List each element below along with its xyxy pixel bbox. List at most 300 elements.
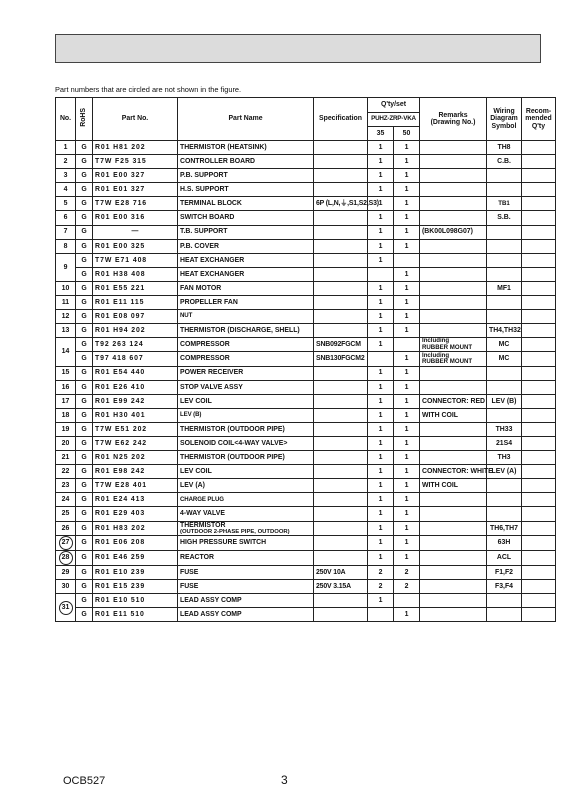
- part-name: LEV COIL: [178, 394, 314, 408]
- wiring-symbol: MC: [487, 338, 522, 352]
- table-row: [56, 394, 556, 408]
- remarks: [420, 338, 487, 352]
- qty-50: [394, 253, 420, 267]
- remarks-line: Including: [422, 351, 450, 359]
- part-number: R01 E98 242: [93, 465, 178, 479]
- recommended-qty: [522, 324, 556, 338]
- qty-50: 1: [394, 521, 420, 535]
- part-number: T97 418 607: [93, 352, 178, 366]
- rohs-cell: G: [76, 493, 93, 507]
- qty-35: 1: [368, 380, 394, 394]
- remarks: [420, 521, 487, 535]
- rohs-cell: G: [76, 550, 93, 565]
- rohs-cell: G: [76, 253, 93, 267]
- wiring-symbol: 63H: [487, 535, 522, 550]
- remarks: [420, 267, 487, 281]
- part-name: TERMINAL BLOCK: [178, 197, 314, 211]
- qty-50: 1: [394, 310, 420, 324]
- rohs-cell: G: [76, 281, 93, 295]
- header-wiring-symbol: Wiring Diagram Symbol: [487, 98, 522, 141]
- remarks: WITH COIL: [420, 479, 487, 493]
- qty-35: 1: [368, 479, 394, 493]
- wiring-symbol: [487, 296, 522, 310]
- row-number: 11: [56, 296, 76, 310]
- specification: [314, 507, 368, 521]
- wiring-symbol: MF1: [487, 281, 522, 295]
- remarks: [420, 565, 487, 579]
- table-row: [56, 310, 556, 324]
- part-name: LEAD ASSY COMP: [178, 608, 314, 622]
- part-number: R01 E06 208: [93, 535, 178, 550]
- wiring-symbol: [487, 183, 522, 197]
- remarks: [420, 211, 487, 225]
- row-number: 1: [56, 141, 76, 155]
- specification: [314, 239, 368, 253]
- part-name: SWITCH BOARD: [178, 211, 314, 225]
- specification: [314, 422, 368, 436]
- remarks: [420, 580, 487, 594]
- qty-35: 1: [368, 183, 394, 197]
- rohs-cell: G: [76, 451, 93, 465]
- wiring-symbol: TH33: [487, 422, 522, 436]
- header-rohs: RoHS: [76, 98, 93, 141]
- qty-35: 1: [368, 451, 394, 465]
- wiring-symbol: [487, 253, 522, 267]
- wiring-symbol: TH8: [487, 141, 522, 155]
- specification: [314, 141, 368, 155]
- specification: [314, 281, 368, 295]
- specification: [314, 394, 368, 408]
- qty-50: 1: [394, 451, 420, 465]
- row-number: 26: [56, 521, 76, 535]
- part-number: R01 N25 202: [93, 451, 178, 465]
- qty-35: 1: [368, 493, 394, 507]
- remarks-line: Including: [422, 337, 450, 345]
- specification: [314, 479, 368, 493]
- qty-35: 1: [368, 436, 394, 450]
- part-name: SOLENOID COIL<4-WAY VALVE>: [178, 436, 314, 450]
- rohs-cell: G: [76, 507, 93, 521]
- row-number: 23: [56, 479, 76, 493]
- table-row: [56, 225, 556, 239]
- table-row: [56, 324, 556, 338]
- specification: [314, 493, 368, 507]
- recommended-qty: [522, 267, 556, 281]
- wiring-symbol: TH6,TH7: [487, 521, 522, 535]
- qty-35: 1: [368, 211, 394, 225]
- recommended-qty: [522, 451, 556, 465]
- part-name-detail: (OUTDOOR 2-PHASE PIPE, OUTDOOR): [180, 528, 290, 535]
- part-name: REACTOR: [178, 550, 314, 565]
- part-number: T7W F25 315: [93, 155, 178, 169]
- rohs-cell: G: [76, 211, 93, 225]
- wiring-symbol: LEV (A): [487, 465, 522, 479]
- row-number: 14: [56, 338, 76, 366]
- remarks: [420, 239, 487, 253]
- table-row: [56, 493, 556, 507]
- table-row: [56, 197, 556, 211]
- header-model: PUHZ-ZRP-VKA: [368, 113, 420, 127]
- specification: [314, 451, 368, 465]
- qty-50: 2: [394, 565, 420, 579]
- qty-35: 1: [368, 366, 394, 380]
- recommended-qty: [522, 296, 556, 310]
- specification: [314, 550, 368, 565]
- table-row: [56, 507, 556, 521]
- recommended-qty: [522, 155, 556, 169]
- table-row: [56, 436, 556, 450]
- circled-number: 27: [59, 536, 73, 550]
- table-row: [56, 338, 556, 352]
- circled-parts-note: Part numbers that are circled are not shown in the figure.: [55, 85, 242, 94]
- specification: [314, 267, 368, 281]
- qty-50: 1: [394, 608, 420, 622]
- table-row: [56, 408, 556, 422]
- rohs-cell: G: [76, 465, 93, 479]
- part-name: COMPRESSOR: [178, 352, 314, 366]
- part-number: T7W E51 202: [93, 422, 178, 436]
- qty-35: 1: [368, 253, 394, 267]
- remarks-line: RUBBER MOUNT: [422, 343, 473, 351]
- wiring-symbol: TH3: [487, 451, 522, 465]
- row-number: 20: [56, 436, 76, 450]
- wiring-symbol: ACL: [487, 550, 522, 565]
- part-number: R01 E11 510: [93, 608, 178, 622]
- circled-number: 31: [59, 601, 73, 615]
- remarks: [420, 550, 487, 565]
- recommended-qty: [522, 608, 556, 622]
- part-name: THERMISTOR (DISCHARGE, SHELL): [178, 324, 314, 338]
- qty-35: 1: [368, 422, 394, 436]
- part-number: R01 E00 316: [93, 211, 178, 225]
- recommended-qty: [522, 521, 556, 535]
- qty-35: [368, 267, 394, 281]
- qty-50: 1: [394, 366, 420, 380]
- specification: [314, 608, 368, 622]
- rohs-cell: G: [76, 239, 93, 253]
- wiring-symbol: [487, 594, 522, 608]
- row-number: 16: [56, 380, 76, 394]
- table-row: [56, 281, 556, 295]
- qty-35: 2: [368, 580, 394, 594]
- qty-35: 1: [368, 408, 394, 422]
- row-number: [56, 535, 76, 550]
- table-row: [56, 465, 556, 479]
- rohs-cell: G: [76, 535, 93, 550]
- qty-50: 1: [394, 155, 420, 169]
- part-name: HEAT EXCHANGER: [178, 253, 314, 267]
- recommended-qty: [522, 197, 556, 211]
- part-name: LEV (B): [178, 408, 314, 422]
- rohs-cell: G: [76, 594, 93, 608]
- header-specification: Specification: [314, 98, 368, 141]
- header-recommended-qty: Recom- mended Q'ty: [522, 98, 556, 141]
- remarks: [420, 197, 487, 211]
- part-name: THERMISTOR (HEATSINK): [178, 141, 314, 155]
- qty-50: 1: [394, 239, 420, 253]
- qty-35: 1: [368, 535, 394, 550]
- specification: [314, 155, 368, 169]
- recommended-qty: [522, 183, 556, 197]
- row-number: 19: [56, 422, 76, 436]
- row-number: 29: [56, 565, 76, 579]
- qty-50: 1: [394, 281, 420, 295]
- part-name: THERMISTOR (OUTDOOR PIPE): [178, 422, 314, 436]
- qty-50: 1: [394, 436, 420, 450]
- table-row: [56, 380, 556, 394]
- rohs-cell: G: [76, 580, 93, 594]
- part-name: H.S. SUPPORT: [178, 183, 314, 197]
- recommended-qty: [522, 253, 556, 267]
- remarks: WITH COIL: [420, 408, 487, 422]
- rohs-cell: G: [76, 380, 93, 394]
- part-name: LEV (A): [178, 479, 314, 493]
- remarks: [420, 296, 487, 310]
- part-number: R01 E10 239: [93, 565, 178, 579]
- row-number: 8: [56, 239, 76, 253]
- specification: [314, 183, 368, 197]
- qty-35: 1: [368, 225, 394, 239]
- qty-35: 1: [368, 338, 394, 352]
- wiring-symbol: S.B.: [487, 211, 522, 225]
- wiring-symbol: [487, 225, 522, 239]
- recommended-qty: [522, 436, 556, 450]
- specification: SNB130FGCM2: [314, 352, 368, 366]
- rohs-cell: G: [76, 225, 93, 239]
- qty-35: 1: [368, 296, 394, 310]
- wiring-symbol: [487, 380, 522, 394]
- part-number: R01 E15 239: [93, 580, 178, 594]
- row-number: 21: [56, 451, 76, 465]
- recommended-qty: [522, 211, 556, 225]
- recommended-qty: [522, 380, 556, 394]
- rohs-cell: G: [76, 565, 93, 579]
- part-name: P.B. COVER: [178, 239, 314, 253]
- recommended-qty: [522, 594, 556, 608]
- table-row: [56, 366, 556, 380]
- remarks: [420, 436, 487, 450]
- recommended-qty: [522, 580, 556, 594]
- table-row: [56, 169, 556, 183]
- part-number: T7W E28 401: [93, 479, 178, 493]
- remarks: [420, 155, 487, 169]
- part-name: [178, 521, 314, 535]
- specification: SNB092FGCM: [314, 338, 368, 352]
- specification: [314, 253, 368, 267]
- part-name: CONTROLLER BOARD: [178, 155, 314, 169]
- remarks: [420, 608, 487, 622]
- row-number: 22: [56, 465, 76, 479]
- remarks: [420, 535, 487, 550]
- table-row: [56, 479, 556, 493]
- recommended-qty: [522, 141, 556, 155]
- recommended-qty: [522, 394, 556, 408]
- part-name: 4-WAY VALVE: [178, 507, 314, 521]
- part-name: LEAD ASSY COMP: [178, 594, 314, 608]
- specification: [314, 225, 368, 239]
- wiring-symbol: [487, 608, 522, 622]
- wiring-symbol: [487, 493, 522, 507]
- specification: 250V 10A: [314, 565, 368, 579]
- part-number: R01 E01 327: [93, 183, 178, 197]
- row-number: 17: [56, 394, 76, 408]
- specification: [314, 324, 368, 338]
- qty-50: 2: [394, 580, 420, 594]
- table-row: [56, 521, 556, 535]
- qty-35: 1: [368, 169, 394, 183]
- remarks: [420, 169, 487, 183]
- remarks-line: RUBBER MOUNT: [422, 357, 473, 365]
- rohs-cell: G: [76, 436, 93, 450]
- header-part-no: Part No.: [93, 98, 178, 141]
- remarks: (BK00L098G07): [420, 225, 487, 239]
- header-qty-per-set: Q'ty/set: [368, 98, 420, 113]
- header-remarks: Remarks (Drawing No.): [420, 98, 487, 141]
- row-number: 12: [56, 310, 76, 324]
- qty-35: 1: [368, 594, 394, 608]
- wiring-symbol: TB1: [487, 197, 522, 211]
- recommended-qty: [522, 535, 556, 550]
- part-name: HIGH PRESSURE SWITCH: [178, 535, 314, 550]
- table-row: [56, 608, 556, 622]
- qty-35: 1: [368, 521, 394, 535]
- part-name: FUSE: [178, 565, 314, 579]
- qty-50: 1: [394, 352, 420, 366]
- part-name: P.B. SUPPORT: [178, 169, 314, 183]
- qty-50: 1: [394, 211, 420, 225]
- specification: [314, 408, 368, 422]
- remarks: [420, 352, 487, 366]
- qty-50: 1: [394, 380, 420, 394]
- row-number: 10: [56, 281, 76, 295]
- recommended-qty: [522, 225, 556, 239]
- table-row: [56, 296, 556, 310]
- part-number: R01 E00 327: [93, 169, 178, 183]
- rohs-cell: G: [76, 479, 93, 493]
- recommended-qty: [522, 493, 556, 507]
- header-qty-35: 35: [368, 127, 394, 141]
- qty-35: 1: [368, 507, 394, 521]
- part-name: LEV COIL: [178, 465, 314, 479]
- wiring-symbol: LEV (B): [487, 394, 522, 408]
- part-number: R01 E24 413: [93, 493, 178, 507]
- specification: [314, 296, 368, 310]
- qty-50: [394, 338, 420, 352]
- specification: [314, 535, 368, 550]
- table-row: [56, 141, 556, 155]
- page-number: 3: [281, 773, 288, 787]
- specification: [314, 310, 368, 324]
- qty-50: 1: [394, 550, 420, 565]
- parts-list-table: [55, 97, 556, 622]
- part-name: COMPRESSOR: [178, 338, 314, 352]
- qty-50: 1: [394, 394, 420, 408]
- recommended-qty: [522, 479, 556, 493]
- wiring-symbol: [487, 366, 522, 380]
- remarks: CONNECTOR: RED: [420, 394, 487, 408]
- recommended-qty: [522, 507, 556, 521]
- table-row: [56, 451, 556, 465]
- part-number: T7W E71 408: [93, 253, 178, 267]
- wiring-symbol: F1,F2: [487, 565, 522, 579]
- remarks: [420, 310, 487, 324]
- recommended-qty: [522, 239, 556, 253]
- specification: [314, 594, 368, 608]
- table-row: [56, 239, 556, 253]
- specification: 6P (L,N,⏚,S1,S2,S3): [314, 197, 368, 211]
- part-number: R01 E46 259: [93, 550, 178, 565]
- recommended-qty: [522, 352, 556, 366]
- recommended-qty: [522, 338, 556, 352]
- part-number: T7W E62 242: [93, 436, 178, 450]
- recommended-qty: [522, 465, 556, 479]
- qty-50: [394, 594, 420, 608]
- rohs-cell: G: [76, 310, 93, 324]
- recommended-qty: [522, 422, 556, 436]
- row-number: [56, 594, 76, 622]
- qty-35: 1: [368, 141, 394, 155]
- specification: [314, 436, 368, 450]
- qty-35: [368, 352, 394, 366]
- part-name: PROPELLER FAN: [178, 296, 314, 310]
- wiring-symbol: [487, 239, 522, 253]
- table-row: [56, 565, 556, 579]
- row-number: 25: [56, 507, 76, 521]
- recommended-qty: [522, 565, 556, 579]
- wiring-symbol: [487, 408, 522, 422]
- part-name: FAN MOTOR: [178, 281, 314, 295]
- rohs-cell: G: [76, 267, 93, 281]
- qty-35: 1: [368, 155, 394, 169]
- document-code: OCB527: [63, 775, 106, 787]
- remarks: [420, 366, 487, 380]
- wiring-symbol: [487, 169, 522, 183]
- part-number: R01 E29 403: [93, 507, 178, 521]
- remarks: [420, 324, 487, 338]
- qty-35: 1: [368, 324, 394, 338]
- qty-35: 1: [368, 310, 394, 324]
- row-number: 2: [56, 155, 76, 169]
- row-number: [56, 550, 76, 565]
- qty-50: 1: [394, 493, 420, 507]
- table-row: [56, 155, 556, 169]
- part-number: R01 E08 097: [93, 310, 178, 324]
- row-number: 6: [56, 211, 76, 225]
- remarks: [420, 253, 487, 267]
- recommended-qty: [522, 281, 556, 295]
- specification: [314, 211, 368, 225]
- table-row: [56, 253, 556, 267]
- qty-50: 1: [394, 535, 420, 550]
- table-row: [56, 550, 556, 565]
- table-row: [56, 267, 556, 281]
- qty-35: 1: [368, 394, 394, 408]
- qty-35: 1: [368, 239, 394, 253]
- specification: [314, 366, 368, 380]
- wiring-symbol: F3,F4: [487, 580, 522, 594]
- row-number: 24: [56, 493, 76, 507]
- qty-35: 1: [368, 465, 394, 479]
- remarks: CONNECTOR: WHITE: [420, 465, 487, 479]
- row-number: 18: [56, 408, 76, 422]
- remarks: [420, 594, 487, 608]
- part-name: T.B. SUPPORT: [178, 225, 314, 239]
- table-row: [56, 183, 556, 197]
- table-row: [56, 594, 556, 608]
- wiring-symbol: MC: [487, 352, 522, 366]
- qty-50: 1: [394, 422, 420, 436]
- rohs-cell: G: [76, 169, 93, 183]
